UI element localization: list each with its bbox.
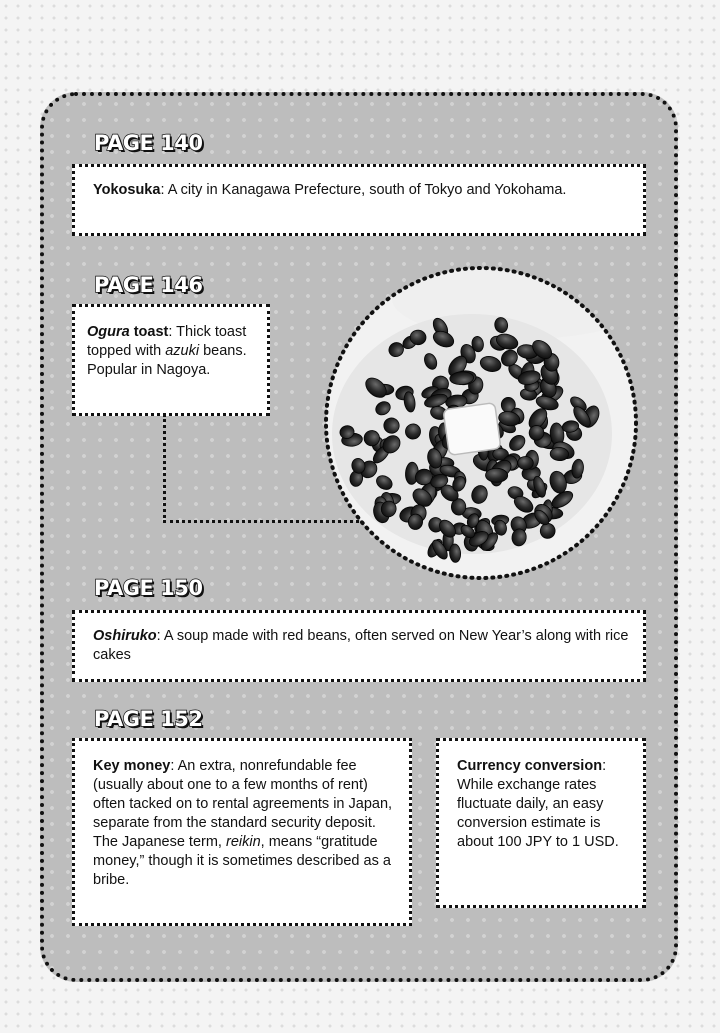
page-150-heading: PAGE 150: [94, 576, 203, 600]
page-152-heading: PAGE 152: [94, 707, 203, 731]
note-text-a: : Thick toast topped with: [87, 324, 247, 359]
page-146-heading: PAGE 146: [94, 273, 203, 297]
note-text: : While exchange rates fluctuate daily, an easy conversion estimate is about 100 JPY to 1 USD.: [457, 758, 619, 850]
currency-conversion-note: [436, 738, 646, 908]
note-text-b: beans. Popular in Nagoya.: [87, 343, 247, 378]
bean-shape: [517, 456, 533, 470]
note-text-b: , means “gratitude money,” though it is sometimes described as a bribe.: [93, 834, 391, 888]
note-italic: azuki: [165, 343, 200, 359]
ogura-toast-photo: [322, 264, 640, 582]
ogura-toast-note: [72, 304, 270, 416]
oshiruko-note: [72, 610, 646, 682]
page-140-heading: PAGE 140: [94, 131, 203, 155]
note-text: : A city in Kanagawa Prefecture, south of Tokyo and Yokohama.: [160, 182, 567, 198]
note-text-a: : An extra, nonrefundable fee (usually about one to a few months of rent) often tacked on to rental agreements in Japan, separate from the standard security deposit. The Japanese term,: [93, 758, 393, 850]
note-term: Currency conversion: [457, 758, 603, 774]
note-term: Oshiruko: [93, 628, 157, 644]
note-text: : A soup made with red beans, often served on New Year’s along with rice cakes: [93, 628, 629, 663]
bean-shape: [485, 468, 507, 482]
note-italic: reikin: [226, 834, 261, 850]
note-term: Key money: [93, 758, 171, 774]
note-term: Yokosuka: [93, 182, 161, 198]
key-money-note: [72, 738, 412, 926]
yokosuka-note: [72, 164, 646, 236]
note-term-italic: Ogura: [87, 324, 130, 340]
note-term: toast: [129, 324, 169, 340]
